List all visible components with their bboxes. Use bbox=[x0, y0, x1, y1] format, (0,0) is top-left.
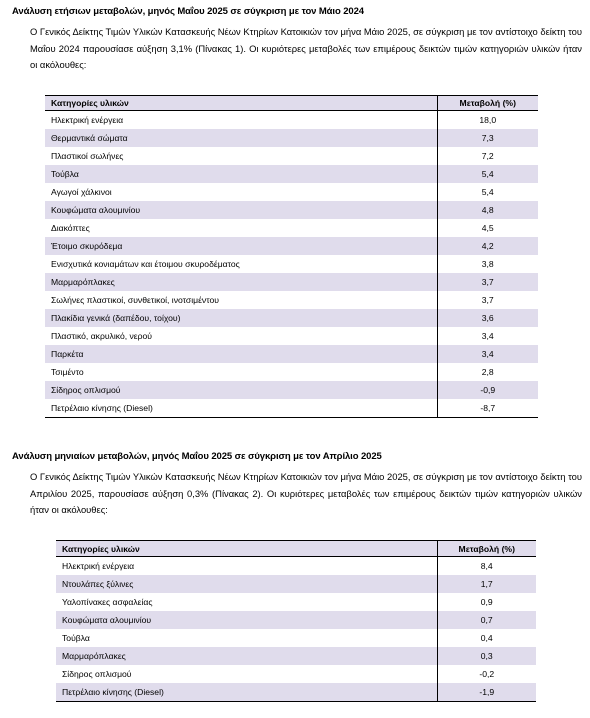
change-value-cell: 3,6 bbox=[437, 309, 538, 327]
category-column-header: Κατηγορίες υλικών bbox=[45, 96, 437, 111]
category-cell: Ντουλάπες ξύλινες bbox=[56, 575, 437, 593]
category-cell: Πλαστικοί σωλήνες bbox=[51, 151, 124, 161]
change-column-header: Μεταβολή (%) bbox=[437, 96, 538, 111]
change-value-cell: 3,7 bbox=[437, 273, 538, 291]
category-cell: Τσιμέντο bbox=[51, 367, 84, 377]
category-cell: Ηλεκτρική ενέργεια bbox=[51, 115, 124, 125]
category-cell: Παρκέτα bbox=[45, 345, 437, 363]
table-row bbox=[56, 629, 536, 647]
category-cell: Πλαστικό, ακρυλικό, νερού bbox=[51, 331, 152, 341]
category-cell: Διακόπτες bbox=[51, 223, 90, 233]
table-row bbox=[56, 647, 536, 665]
table-row bbox=[45, 255, 538, 273]
change-column-header: Μεταβολή (%) bbox=[437, 541, 536, 557]
category-cell: Υαλοπίνακες ασφαλείας bbox=[62, 597, 153, 607]
change-value-cell: 5,4 bbox=[437, 165, 538, 183]
change-value-cell: 0,3 bbox=[437, 647, 536, 665]
table-header-row bbox=[45, 96, 538, 111]
category-cell: Πετρέλαιο κίνησης (Diesel) bbox=[56, 683, 437, 702]
table-body bbox=[56, 557, 536, 702]
change-value-cell: 0,4 bbox=[437, 629, 536, 647]
category-cell: Πετρέλαιο κίνησης (Diesel) bbox=[51, 403, 153, 413]
table-row bbox=[56, 683, 536, 702]
category-cell: Αγωγοί χάλκινοι bbox=[51, 187, 112, 197]
table-row bbox=[45, 327, 538, 345]
change-value-cell: 3,8 bbox=[437, 255, 538, 273]
category-cell: Πλακίδια γενικά (δαπέδου, τοίχου) bbox=[45, 309, 437, 327]
table-row bbox=[45, 291, 538, 309]
change-value-cell: -0,2 bbox=[437, 665, 536, 683]
change-value-cell: 3,7 bbox=[437, 291, 538, 309]
change-value-cell: 4,2 bbox=[437, 237, 538, 255]
section2-paragraph: Ο Γενικός Δείκτης Τιμών Υλικών Κατασκευής Νέων Κτηρίων Κατοικιών τον μήνα Μάιο 2025, σε σύγκριση με τον αντίστοιχο δείκτη του Απριλίου 2025, παρουσίασε αύξηση 0,3% (Πίνακας 2). Οι κυριότερες μεταβολές των επιμέρους δεικτών τιμών κατηγοριών υλικών ήταν οι ακόλουθες: bbox=[30, 471, 582, 515]
table-row bbox=[56, 611, 536, 629]
table-row bbox=[56, 593, 536, 611]
category-cell: Θερμαντικά σώματα bbox=[45, 129, 437, 147]
change-value-cell: 1,7 bbox=[437, 575, 536, 593]
monthly-change-table bbox=[56, 540, 536, 702]
change-value-cell: 8,4 bbox=[437, 557, 536, 576]
table-row bbox=[45, 147, 538, 165]
change-value-cell: 3,4 bbox=[437, 345, 538, 363]
change-value-cell: 18,0 bbox=[437, 111, 538, 130]
table-row bbox=[45, 111, 538, 130]
table-row bbox=[45, 273, 538, 291]
table-row bbox=[45, 345, 538, 363]
table-row bbox=[45, 237, 538, 255]
change-value-cell: 7,2 bbox=[437, 147, 538, 165]
table-row bbox=[45, 309, 538, 327]
change-value-cell: 4,8 bbox=[437, 201, 538, 219]
category-cell: Ηλεκτρική ενέργεια bbox=[62, 561, 135, 571]
table-row bbox=[45, 165, 538, 183]
category-cell: Κουφώματα αλουμινίου bbox=[45, 201, 437, 219]
table-row bbox=[56, 665, 536, 683]
category-cell: Τούβλα bbox=[62, 633, 90, 643]
table-row bbox=[56, 575, 536, 593]
change-value-cell: -1,9 bbox=[437, 683, 536, 702]
category-cell: Έτοιμο σκυρόδεμα bbox=[45, 237, 437, 255]
table-row bbox=[45, 363, 538, 381]
category-cell: Τούβλα bbox=[45, 165, 437, 183]
change-value-cell: 0,9 bbox=[437, 593, 536, 611]
table-row bbox=[56, 557, 536, 576]
table-row bbox=[45, 381, 538, 399]
change-value-cell: 3,4 bbox=[437, 327, 538, 345]
category-cell: Μαρμαρόπλακες bbox=[45, 273, 437, 291]
change-value-cell: 7,3 bbox=[437, 129, 538, 147]
section2-heading: Ανάλυση μηνιαίων μεταβολών, μηνός Μαΐου 2025 σε σύγκριση με τον Απρίλιο 2025 bbox=[12, 451, 382, 462]
category-cell: Σίδηρος οπλισμού bbox=[62, 669, 132, 679]
table-row bbox=[45, 201, 538, 219]
change-value-cell: -8,7 bbox=[437, 399, 538, 418]
change-value-cell: -0,9 bbox=[437, 381, 538, 399]
category-cell: Μαρμαρόπλακες bbox=[56, 647, 437, 665]
table-header-row bbox=[56, 541, 536, 557]
section1-heading: Ανάλυση ετήσιων μεταβολών, μηνός Μαΐου 2025 σε σύγκριση με τον Μάιο 2024 bbox=[12, 6, 364, 17]
change-value-cell: 0,7 bbox=[437, 611, 536, 629]
category-column-header: Κατηγορίες υλικών bbox=[56, 541, 437, 557]
table-row bbox=[45, 129, 538, 147]
change-value-cell: 5,4 bbox=[437, 183, 538, 201]
change-value-cell: 4,5 bbox=[437, 219, 538, 237]
category-cell: Ενισχυτικά κονιαμάτων και έτοιμου σκυροδέματος bbox=[51, 259, 240, 269]
table-row bbox=[45, 219, 538, 237]
table-row bbox=[45, 399, 538, 418]
annual-change-table bbox=[45, 95, 538, 418]
category-cell: Σωλήνες πλαστικοί, συνθετικοί, ινοτσιμέντου bbox=[51, 295, 219, 305]
category-cell: Σίδηρος οπλισμού bbox=[45, 381, 437, 399]
change-value-cell: 2,8 bbox=[437, 363, 538, 381]
table-body bbox=[45, 111, 538, 418]
table-row bbox=[45, 183, 538, 201]
category-cell: Κουφώματα αλουμινίου bbox=[56, 611, 437, 629]
section1-paragraph: Ο Γενικός Δείκτης Τιμών Υλικών Κατασκευής Νέων Κτηρίων Κατοικιών τον μήνα Μάιο 2025, σε σύγκριση με τον αντίστοιχο δείκτη του Μαΐου 2024 παρουσίασε αύξηση 3,1% (Πίνακας 1). Οι κυριότερες μεταβολές των επιμέρους δεικτών τιμών κατηγοριών υλικών ήταν οι ακόλουθες: bbox=[30, 26, 582, 70]
